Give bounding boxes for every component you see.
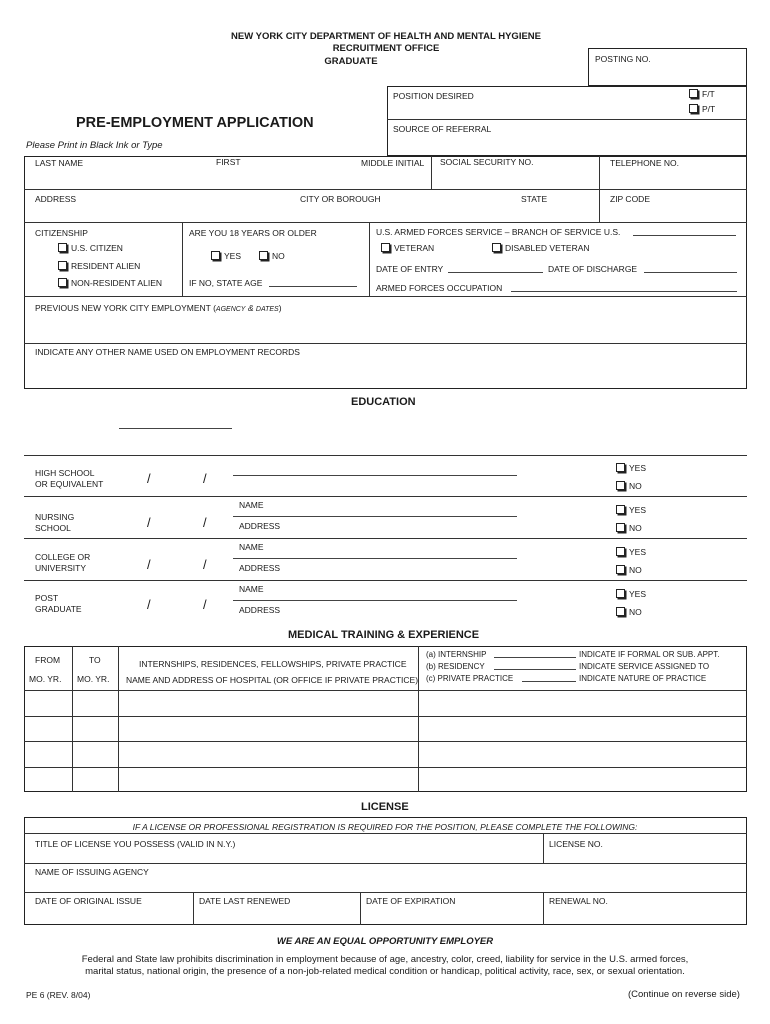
edu-row2-no-checkbox[interactable] <box>616 523 642 534</box>
referral-label: SOURCE OF REFERRAL <box>393 124 492 134</box>
edu-row4-line2: GRADUATE <box>35 604 82 614</box>
resident-alien-label: RESIDENT ALIEN <box>71 261 141 271</box>
previous-employment-label <box>35 303 282 315</box>
renewal-no-label: RENEWAL NO. <box>549 896 608 906</box>
license-title-label: TITLE OF LICENSE YOU POSSESS (VALID IN N.Y.) <box>35 839 236 849</box>
edu-row1-name-input[interactable] <box>233 475 517 476</box>
continue-note: (Continue on reverse side) <box>628 989 740 1000</box>
veteran-checkbox[interactable] <box>381 243 434 254</box>
page-title: PRE-EMPLOYMENT APPLICATION <box>76 115 314 131</box>
resident-alien-checkbox[interactable] <box>58 261 140 272</box>
edu-row1-yes-checkbox[interactable] <box>616 463 646 474</box>
date-discharge-label: DATE OF DISCHARGE <box>548 264 638 274</box>
to-mo-yr-label: MO. YR. <box>77 674 110 684</box>
edu-row4-slash2: / <box>203 597 207 612</box>
checkbox-icon <box>381 243 390 252</box>
from-mo-yr-label: MO. YR. <box>29 674 62 684</box>
divider <box>24 767 747 768</box>
edu-row3-yes-checkbox[interactable] <box>616 547 646 558</box>
checkbox-icon <box>58 261 67 270</box>
edu-row1-no-checkbox[interactable] <box>616 481 642 492</box>
us-citizen-label: U.S. CITIZEN <box>71 243 123 253</box>
residency-label: (b) RESIDENCY <box>426 662 485 671</box>
edu-row2-address-label: ADDRESS <box>239 521 281 531</box>
edu-row3-address-label: ADDRESS <box>239 563 281 573</box>
parttime-label: P/T <box>702 104 716 114</box>
checkbox-icon <box>58 243 67 252</box>
divider <box>599 156 600 222</box>
divider <box>24 455 747 456</box>
checkbox-icon <box>616 565 625 574</box>
internship-label: (a) INTERNSHIP <box>426 650 487 659</box>
divider <box>418 646 419 792</box>
edu-row3-line2: UNIVERSITY <box>35 563 87 573</box>
edu-row3-slash2: / <box>203 557 207 572</box>
date-entry-label: DATE OF ENTRY <box>376 264 444 274</box>
edu-row3-no-checkbox[interactable] <box>616 565 642 576</box>
edu-row4-no-label: NO <box>629 607 642 617</box>
checkbox-icon <box>616 463 625 472</box>
previous-employment-text: PREVIOUS NEW YORK CITY EMPLOYMENT ( <box>35 303 216 313</box>
veteran-label: VETERAN <box>394 243 435 253</box>
checkbox-icon <box>616 523 625 532</box>
fulltime-checkbox[interactable] <box>689 89 715 100</box>
form-id: PE 6 (REV. 8/04) <box>26 990 91 1000</box>
disclaimer-line1: Federal and State law prohibits discrimination in employment because of age, ancestry, color, creed, liability for service in the U.S. armed forces, <box>81 954 689 965</box>
divider <box>431 156 432 189</box>
divider <box>24 716 747 717</box>
education-title: EDUCATION <box>351 396 416 408</box>
edu-row4-name-input[interactable] <box>233 600 517 601</box>
date-entry-input[interactable] <box>448 272 543 273</box>
edu-row4-slash1: / <box>147 597 151 612</box>
edu-row2-slash1: / <box>147 515 151 530</box>
address-label: ADDRESS <box>35 194 77 204</box>
from-label: FROM <box>35 655 61 665</box>
edu-row3-yes-label: YES <box>629 547 647 557</box>
edu-row3-slash1: / <box>147 557 151 572</box>
edu-row1-slash1: / <box>147 471 151 486</box>
edu-row2-yes-label: YES <box>629 505 647 515</box>
divider <box>24 296 747 297</box>
license-title: LICENSE <box>361 801 409 813</box>
divider <box>24 892 747 893</box>
divider <box>24 690 747 691</box>
license-no-label: LICENSE NO. <box>549 839 603 849</box>
residency-input[interactable] <box>494 669 576 670</box>
fulltime-label: F/T <box>702 89 715 99</box>
state-label: STATE <box>521 194 548 204</box>
eoe-statement: WE ARE AN EQUAL OPPORTUNITY EMPLOYER <box>276 936 494 947</box>
disclaimer-line2: marital status, national origin, the presence of a non-job-related medical condition or handicap, political activity, race, sex, or sexual orientation. <box>85 966 685 977</box>
last-name-label: LAST NAME <box>35 158 84 168</box>
nonresident-alien-label: NON-RESIDENT ALIEN <box>71 278 163 288</box>
edu-row3-name-input[interactable] <box>233 558 517 559</box>
age-no-label: NO <box>272 251 285 261</box>
private-practice-label: (c) PRIVATE PRACTICE <box>426 674 514 683</box>
department-name: NEW YORK CITY DEPARTMENT OF HEALTH AND MENTAL HYGIENE <box>231 31 541 42</box>
checkbox-icon <box>211 251 220 260</box>
education-blank-line <box>119 428 232 429</box>
checkbox-icon <box>689 89 698 98</box>
checkbox-icon <box>58 278 67 287</box>
to-label: TO <box>89 655 101 665</box>
checkbox-icon <box>616 589 625 598</box>
divider <box>24 741 747 742</box>
edu-row1-line1: HIGH SCHOOL <box>35 468 95 478</box>
edu-row3-no-label: NO <box>629 565 642 575</box>
internship-input[interactable] <box>494 657 576 658</box>
hospital-label: NAME AND ADDRESS OF HOSPITAL (OR OFFICE IF PRIVATE PRACTICE) <box>126 675 419 685</box>
age-yes-label: YES <box>224 251 242 261</box>
edu-row2-name-label: NAME <box>239 500 264 510</box>
edu-row1-slash2: / <box>203 471 207 486</box>
divider <box>24 538 747 539</box>
divider <box>193 892 194 925</box>
edu-row2-no-label: NO <box>629 523 642 533</box>
parttime-checkbox[interactable] <box>689 104 715 115</box>
first-name-label: FIRST <box>216 157 241 167</box>
edu-row4-line1: POST <box>35 593 59 603</box>
edu-row2-line1: NURSING <box>35 512 75 522</box>
posting-no-label: POSTING NO. <box>595 54 651 64</box>
ampersand-text <box>245 303 255 313</box>
close-paren: ) <box>278 303 282 313</box>
posting-no-field[interactable] <box>588 48 747 86</box>
edu-row4-yes-checkbox[interactable] <box>616 589 646 600</box>
checkbox-icon <box>616 607 625 616</box>
ampersand: & <box>247 303 254 313</box>
types-label: INTERNSHIPS, RESIDENCES, FELLOWSHIPS, PRIVATE PRACTICE <box>139 659 407 669</box>
medical-title: MEDICAL TRAINING & EXPERIENCE <box>288 629 480 641</box>
edu-row2-name-input[interactable] <box>233 516 517 517</box>
checkbox-icon <box>616 481 625 490</box>
position-desired-label: POSITION DESIRED <box>393 91 474 101</box>
armed-forces-label: U.S. ARMED FORCES SERVICE – BRANCH OF SERVICE U.S. <box>376 227 621 237</box>
citizenship-label: CITIZENSHIP <box>35 228 88 238</box>
state-age-input[interactable] <box>269 286 357 287</box>
divider <box>387 119 747 120</box>
divider <box>24 189 747 190</box>
occupation-input[interactable] <box>511 291 737 292</box>
divider <box>182 222 183 296</box>
disabled-veteran-label: DISABLED VETERAN <box>505 243 590 253</box>
edu-row3-name-label: NAME <box>239 542 264 552</box>
original-issue-label: DATE OF ORIGINAL ISSUE <box>35 896 142 906</box>
us-citizen-checkbox[interactable] <box>58 243 123 254</box>
expiration-label: DATE OF EXPIRATION <box>366 896 456 906</box>
age-yes-checkbox[interactable] <box>211 251 241 262</box>
middle-initial-label: MIDDLE INITIAL <box>361 158 425 168</box>
divider <box>360 892 361 925</box>
disabled-veteran-checkbox[interactable] <box>492 243 590 254</box>
divider <box>24 222 747 223</box>
internship-note: INDICATE IF FORMAL OR SUB. APPT. <box>579 650 720 659</box>
applicant-level: GRADUATE <box>324 56 378 67</box>
edu-row1-no-label: NO <box>629 481 642 491</box>
divider <box>24 343 747 344</box>
edu-row4-name-label: NAME <box>239 584 264 594</box>
dates-hint: DATES <box>255 306 279 313</box>
zip-label: ZIP CODE <box>610 194 650 204</box>
checkbox-icon <box>689 104 698 113</box>
issuing-agency-label: NAME OF ISSUING AGENCY <box>35 867 149 877</box>
divider <box>369 222 370 296</box>
instruction-text: Please Print in Black Ink or Type <box>26 140 163 151</box>
edu-row3-line1: COLLEGE OR <box>35 552 91 562</box>
divider <box>24 833 747 834</box>
telephone-label: TELEPHONE NO. <box>610 158 679 168</box>
divider <box>543 892 544 925</box>
edu-row1-yes-label: YES <box>629 463 647 473</box>
divider <box>118 646 119 792</box>
branch-input[interactable] <box>633 235 736 236</box>
divider <box>24 863 747 864</box>
other-name-label: INDICATE ANY OTHER NAME USED ON EMPLOYMENT RECORDS <box>35 347 300 357</box>
ssn-label: SOCIAL SECURITY NO. <box>440 157 534 167</box>
agency-hint: AGENCY <box>215 306 246 313</box>
age-question-label: ARE YOU 18 YEARS OR OLDER <box>189 228 317 238</box>
license-note: IF A LICENSE OR PROFESSIONAL REGISTRATION IS REQUIRED FOR THE POSITION, PLEASE COMPLETE THE FOLLOWING: <box>132 822 638 832</box>
private-practice-input[interactable] <box>522 681 576 682</box>
last-renewed-label: DATE LAST RENEWED <box>199 896 291 906</box>
state-age-label: IF NO, STATE AGE <box>189 278 263 288</box>
private-practice-note: INDICATE NATURE OF PRACTICE <box>579 674 707 683</box>
nonresident-alien-checkbox[interactable] <box>58 278 162 289</box>
age-no-checkbox[interactable] <box>259 251 285 262</box>
divider <box>72 646 73 792</box>
edu-row4-no-checkbox[interactable] <box>616 607 642 618</box>
divider <box>24 496 747 497</box>
edu-row2-yes-checkbox[interactable] <box>616 505 646 516</box>
checkbox-icon <box>616 505 625 514</box>
armed-occupation-label: ARMED FORCES OCCUPATION <box>376 283 503 293</box>
edu-row2-line2: SCHOOL <box>35 523 71 533</box>
edu-row1-line2: OR EQUIVALENT <box>35 479 104 489</box>
edu-row2-slash2: / <box>203 515 207 530</box>
checkbox-icon <box>616 547 625 556</box>
divider <box>24 580 747 581</box>
checkbox-icon <box>492 243 501 252</box>
divider <box>543 833 544 863</box>
residency-note: INDICATE SERVICE ASSIGNED TO <box>579 662 710 671</box>
edu-row4-address-label: ADDRESS <box>239 605 281 615</box>
office-name: RECRUITMENT OFFICE <box>332 43 440 54</box>
edu-row4-yes-label: YES <box>629 589 647 599</box>
checkbox-icon <box>259 251 268 260</box>
city-label: CITY OR BOROUGH <box>300 194 381 204</box>
date-discharge-input[interactable] <box>644 272 737 273</box>
